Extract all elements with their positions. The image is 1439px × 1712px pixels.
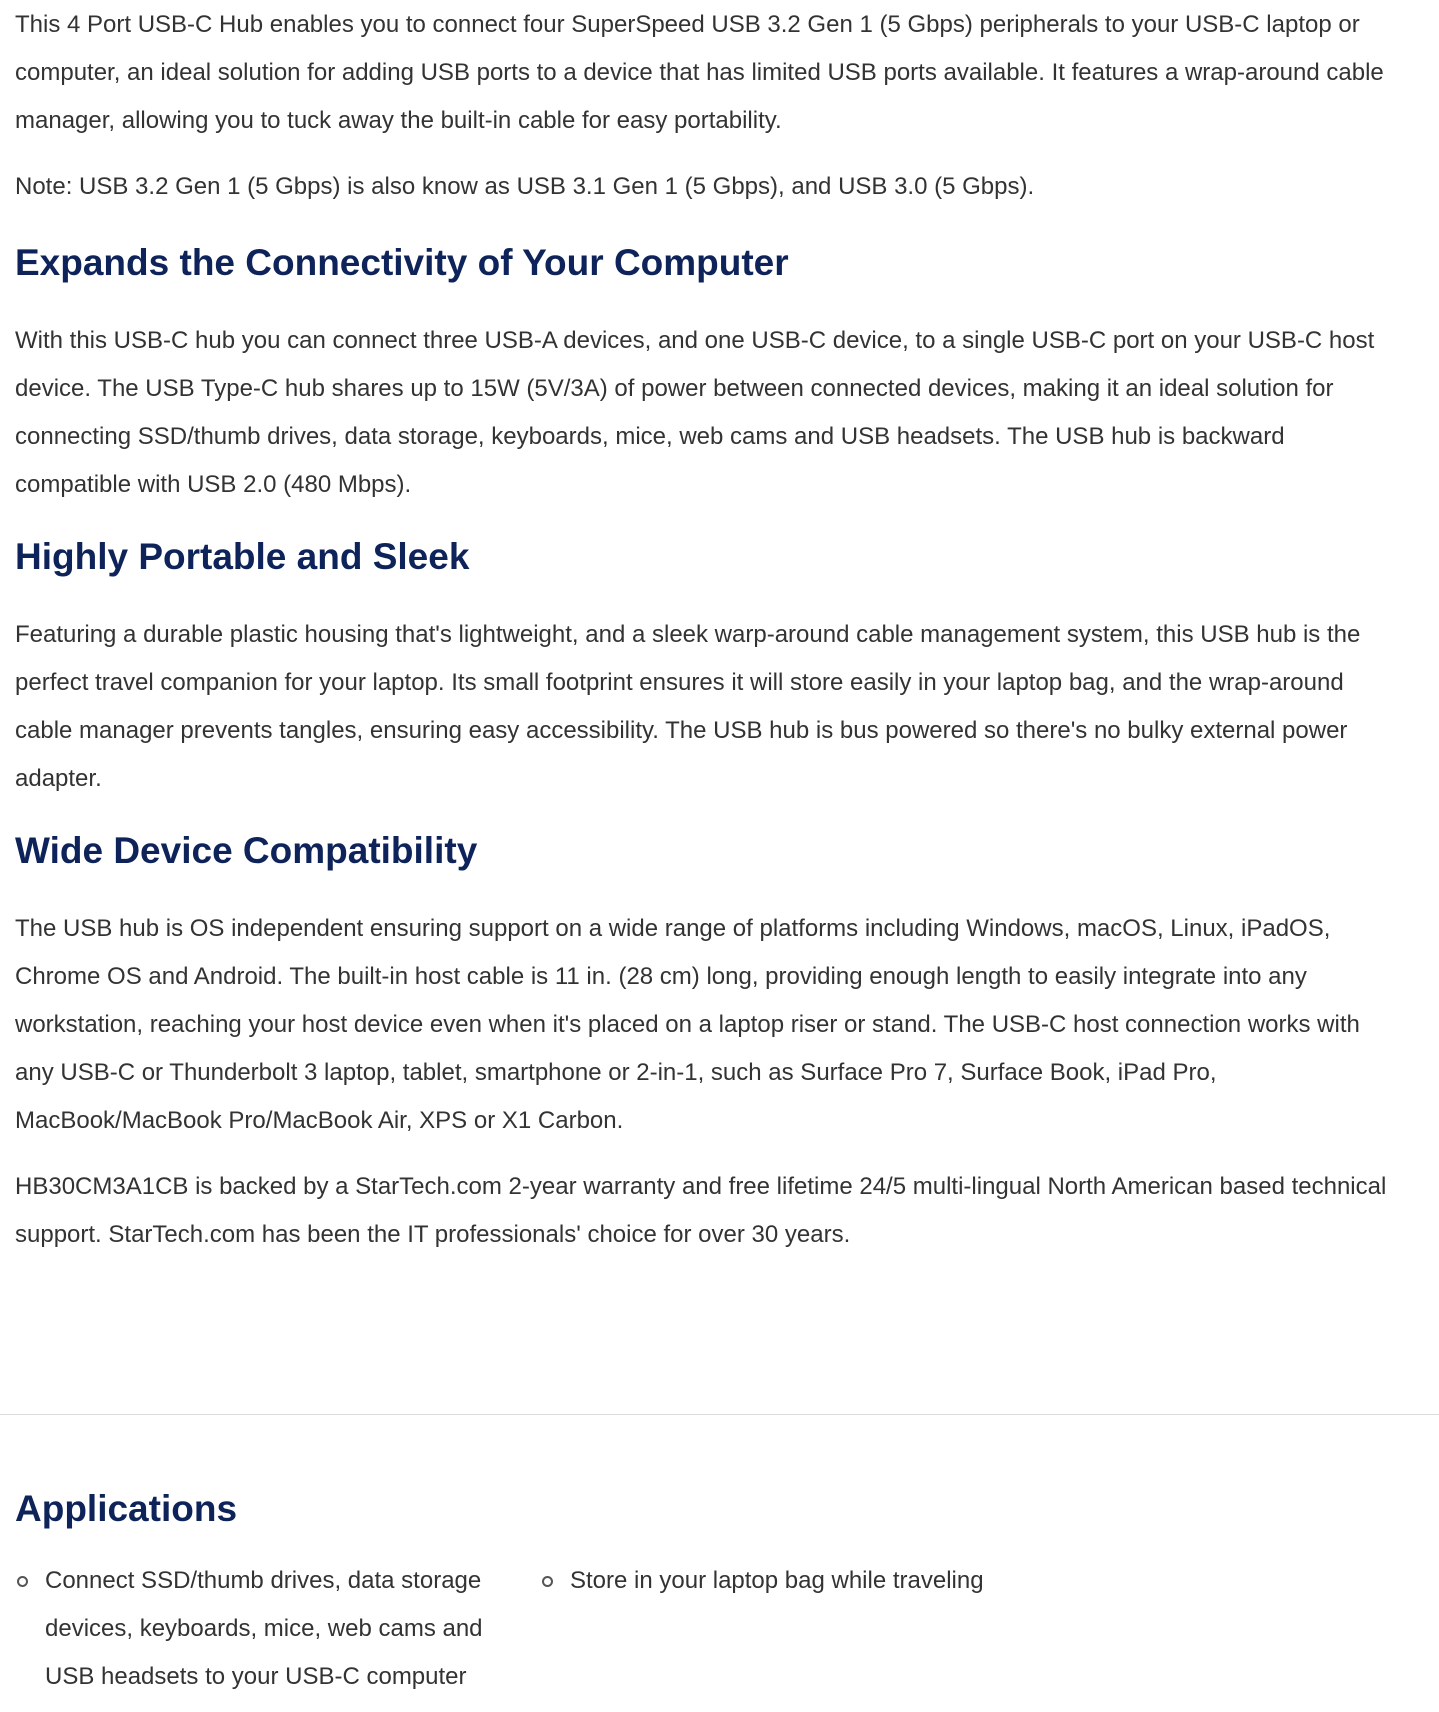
warranty-paragraph: HB30CM3A1CB is backed by a StarTech.com 2-year warranty and free lifetime 24/5 multi-lingual North American based technical support. StarTech.com has been the IT professionals' choice for over 30 years. [15, 1173, 1387, 1248]
section-connectivity-paragraph: With this USB-C hub you can connect three USB-A devices, and one USB-C device, to a single USB-C port on your USB-C host device. The USB Type-C hub shares up to 15W (5V/3A) of power between connected devices, making it an ideal solution for connecting SSD/thumb drives, data storage, keyboards, mice, web cams and USB headsets. The USB hub is backward compatible with USB 2.0 (480 Mbps). [15, 327, 1375, 498]
applications-section [15, 1485, 1405, 1701]
list-item [540, 1557, 1090, 1701]
intro-note: Note: USB 3.2 Gen 1 (5 Gbps) is also know as USB 3.1 Gen 1 (5 Gbps), and USB 3.0 (5 Gbps). [15, 173, 1035, 200]
application-item-text: Connect SSD/thumb drives, data storage devices, keyboards, mice, web cams and USB headsets to your USB-C computer [45, 1567, 483, 1690]
section-heading-connectivity: Expands the Connectivity of Your Computer [15, 242, 789, 283]
intro-paragraph: This 4 Port USB-C Hub enables you to connect four SuperSpeed USB 3.2 Gen 1 (5 Gbps) peripherals to your USB-C laptop or computer, an ideal solution for adding USB ports to a device that has limited USB ports available. It features a wrap-around cable manager, allowing you to tuck away the built-in cable for easy portability. [15, 11, 1384, 134]
section-heading-compatibility: Wide Device Compatibility [15, 830, 478, 871]
applications-list [15, 1557, 1405, 1701]
description-content [15, 0, 1405, 1259]
list-item [15, 1557, 515, 1701]
section-portable-paragraph: Featuring a durable plastic housing that's lightweight, and a sleek warp-around cable management system, this USB hub is the perfect travel companion for your laptop. Its small footprint ensures it will store easily in your laptop bag, and the wrap-around cable manager prevents tangles, ensuring easy accessibility. The USB hub is bus powered so there's no bulky external power adapter. [15, 621, 1361, 792]
section-compatibility-paragraph: The USB hub is OS independent ensuring support on a wide range of platforms including Windows, macOS, Linux, iPadOS, Chrome OS and Android. The built-in host cable is 11 in. (28 cm) long, providing enough length to easily integrate into any workstation, reaching your host device even when it's placed on a laptop riser or stand. The USB-C host connection works with any USB-C or Thunderbolt 3 laptop, tablet, smartphone or 2-in-1, such as Surface Pro 7, Surface Book, iPad Pro, MacBook/MacBook Pro/MacBook Air, XPS or X1 Carbon. [15, 915, 1360, 1134]
bullet-circle-icon [17, 1576, 28, 1587]
bullet-circle-icon [542, 1576, 553, 1587]
application-item-text: Store in your laptop bag while traveling [570, 1567, 984, 1594]
section-heading-portable: Highly Portable and Sleek [15, 536, 470, 577]
section-divider [0, 1414, 1439, 1415]
applications-heading: Applications [15, 1488, 238, 1529]
